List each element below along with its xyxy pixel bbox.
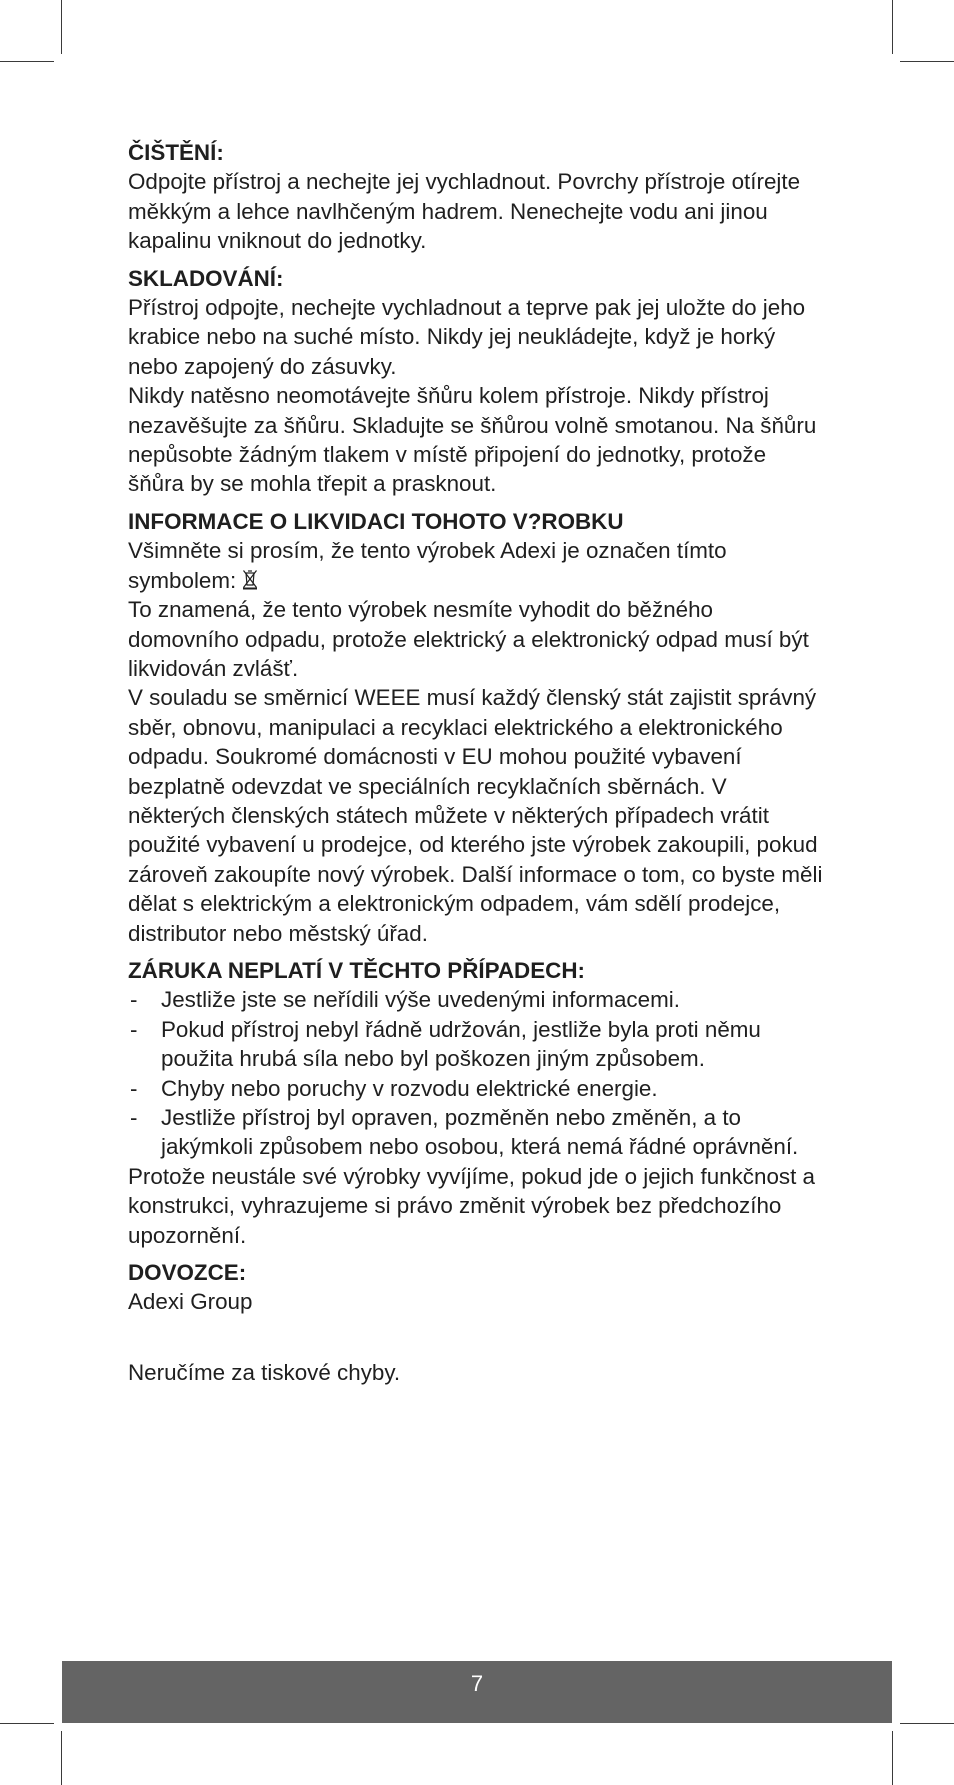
- crop-mark-bottom-right-vertical: [892, 1731, 893, 1785]
- crop-mark-top-left-vertical: [61, 0, 62, 54]
- storage-paragraph-1: Přístroj odpojte, nechejte vychladnout a teprve pak jej uložte do jeho krabice nebo na suché místo. Nikdy jej neukládejte, když je horký nebo zapojený do zásuvky.: [128, 295, 806, 379]
- warranty-list-item: - Jestliže přístroj byl opraven, pozměněn nebo změněn, a to jakýmkoli způsobem nebo osobou, která nemá řádné oprávnění.: [128, 1103, 828, 1162]
- crop-mark-top-right-vertical: [892, 0, 893, 54]
- disclaimer: Neručíme za tiskové chyby.: [128, 1359, 401, 1385]
- warranty-list-item: - Chyby nebo poruchy v rozvodu elektrické energie.: [128, 1074, 828, 1103]
- disposal-paragraph-3: V souladu se směrnicí WEEE musí každý členský stát zajistit správný sběr, obnovu, manipulaci a recyklaci elektrického a elektronického odpadu. Soukromé domácnosti v EU mohou použité vybavení bezplatně odevzdat ve speciálních recyklačních sběrnách. V některých členských státech můžete v některých případech vrátit použité vybavení u prodejce, od kterého jste výrobek zakoupili, pokud zároveň zakoupíte nový výrobek. Další informace o tom, co byste měli dělat s elektrickým a elektronickým odpadem, vám sdělí prodejce, distributor nebo městský úřad.: [128, 685, 823, 946]
- warranty-list-item: - Jestliže jste se neřídili výše uvedenými informacemi.: [128, 985, 828, 1014]
- page-content: [128, 138, 828, 1387]
- crop-mark-bottom-right-horizontal: [900, 1723, 954, 1724]
- importer-name: Adexi Group: [128, 1289, 253, 1315]
- crop-mark-bottom-left-vertical: [61, 1731, 62, 1785]
- warranty-section: [128, 956, 828, 1250]
- page-number: 7: [470, 1671, 484, 1696]
- storage-paragraph-2: Nikdy natěsno neomotávejte šňůru kolem přístroje. Nikdy přístroj nezavěšujte za šňůru. Skladujte se šňůrou volně smotanou. Na šňůru nepůsobte žádným tlakem v místě připojení do jednotky, protože šňůra by se mohla třepit a prasknout.: [128, 383, 817, 497]
- weee-crossed-bin-icon: [242, 568, 258, 590]
- disposal-paragraph-2: To znamená, že tento výrobek nesmíte vyhodit do běžného domovního odpadu, protože elektrický a elektronický odpad musí být likvidován zvlášť.: [128, 597, 809, 681]
- warranty-list-item: - Pokud přístroj nebyl řádně udržován, jestliže byla proti němu použita hrubá síla nebo byl poškozen jiným způsobem.: [128, 1015, 828, 1074]
- storage-section: [128, 264, 828, 499]
- disposal-section: [128, 507, 828, 948]
- disposal-heading: INFORMACE O LIKVIDACI TOHOTO V?ROBKU: [128, 508, 624, 534]
- warranty-heading: ZÁRUKA NEPLATÍ V TĚCHTO PŘÍPADECH:: [128, 957, 585, 983]
- cleaning-heading: ČIŠTĚNÍ:: [128, 140, 224, 165]
- page-footer-bar: [62, 1661, 892, 1723]
- crop-mark-top-right-horizontal: [900, 61, 954, 62]
- importer-heading: DOVOZCE:: [128, 1260, 247, 1286]
- storage-heading: SKLADOVÁNÍ:: [128, 265, 284, 291]
- cleaning-section: [128, 138, 828, 256]
- disposal-paragraph-1-text: Všimněte si prosím, že tento výrobek Adexi je označen tímto symbolem:: [128, 538, 727, 593]
- disposal-paragraph-1: [128, 536, 828, 595]
- crop-mark-bottom-left-horizontal: [0, 1723, 54, 1724]
- cleaning-text: Odpojte přístroj a nechejte jej vychladnout. Povrchy přístroje otírejte měkkým a lehce navlhčeným hadrem. Nenechejte vodu ani jinou kapalinu vniknout do jednotky.: [128, 169, 801, 254]
- warranty-list: [128, 985, 828, 1161]
- warranty-closing: Protože neustále své výrobky vyvíjíme, pokud jde o jejich funkčnost a konstrukci, vyhrazujeme si právo změnit výrobek bez předchozího upozornění.: [128, 1163, 815, 1248]
- importer-section: [128, 1258, 828, 1317]
- crop-mark-top-left-horizontal: [0, 61, 54, 62]
